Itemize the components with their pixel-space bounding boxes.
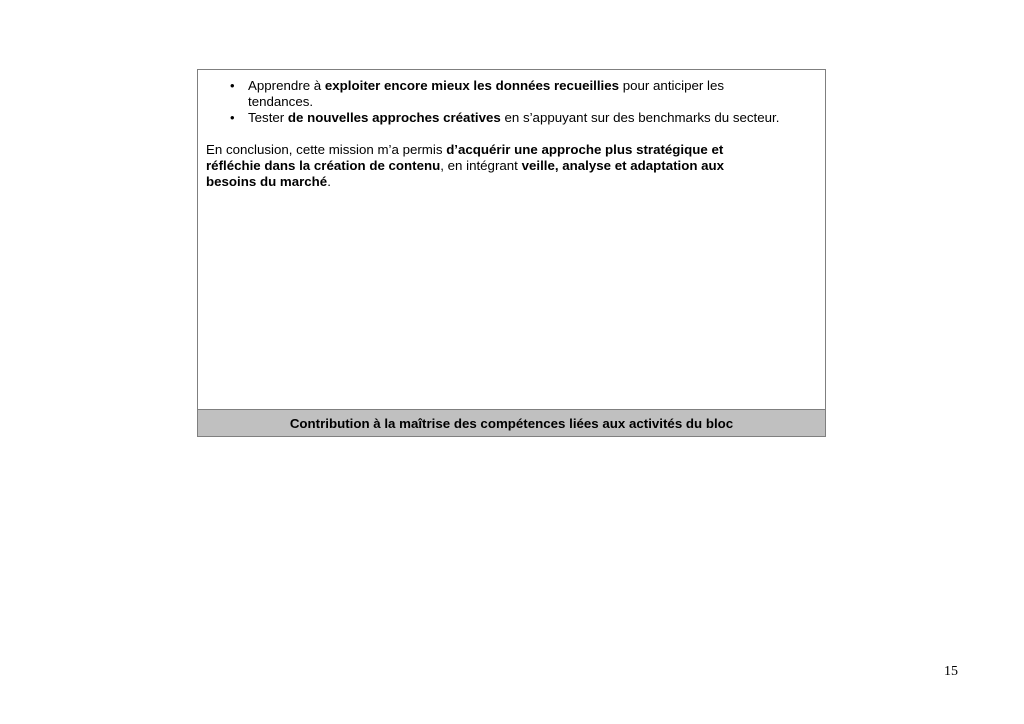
list-item (206, 78, 817, 110)
bold-text-run: de nouvelles approches créatives (287, 110, 501, 125)
conclusion-paragraph (206, 142, 817, 190)
text-run: Tester (248, 110, 288, 125)
content-cell (198, 70, 825, 409)
bullet-list (206, 78, 817, 126)
bullet-dot-icon: • (230, 110, 235, 125)
text-run: . (327, 174, 331, 189)
section-header: Contribution à la maîtrise des compétences liées aux activités du bloc (198, 409, 825, 436)
text-run: En conclusion, cette mission m’a permis (206, 142, 447, 157)
bold-text-run: d’acquérir une approche plus stratégique et réfléchie dans la création de contenu (206, 142, 724, 173)
page-number: 15 (944, 664, 958, 679)
content-table (197, 69, 826, 437)
bullet-dot-icon: • (230, 78, 235, 93)
bold-text-run: exploiter encore mieux les données recueillies (324, 78, 620, 93)
list-item (206, 110, 817, 126)
bold-text-run: veille, analyse et adaptation aux besoins du marché (206, 158, 725, 189)
text-run: Apprendre à (248, 78, 325, 93)
text-run: en s’appuyant sur des benchmarks du secteur. (500, 110, 780, 125)
text-run: , en intégrant (440, 158, 522, 173)
text-run: pour anticiper les tendances. (248, 78, 724, 109)
